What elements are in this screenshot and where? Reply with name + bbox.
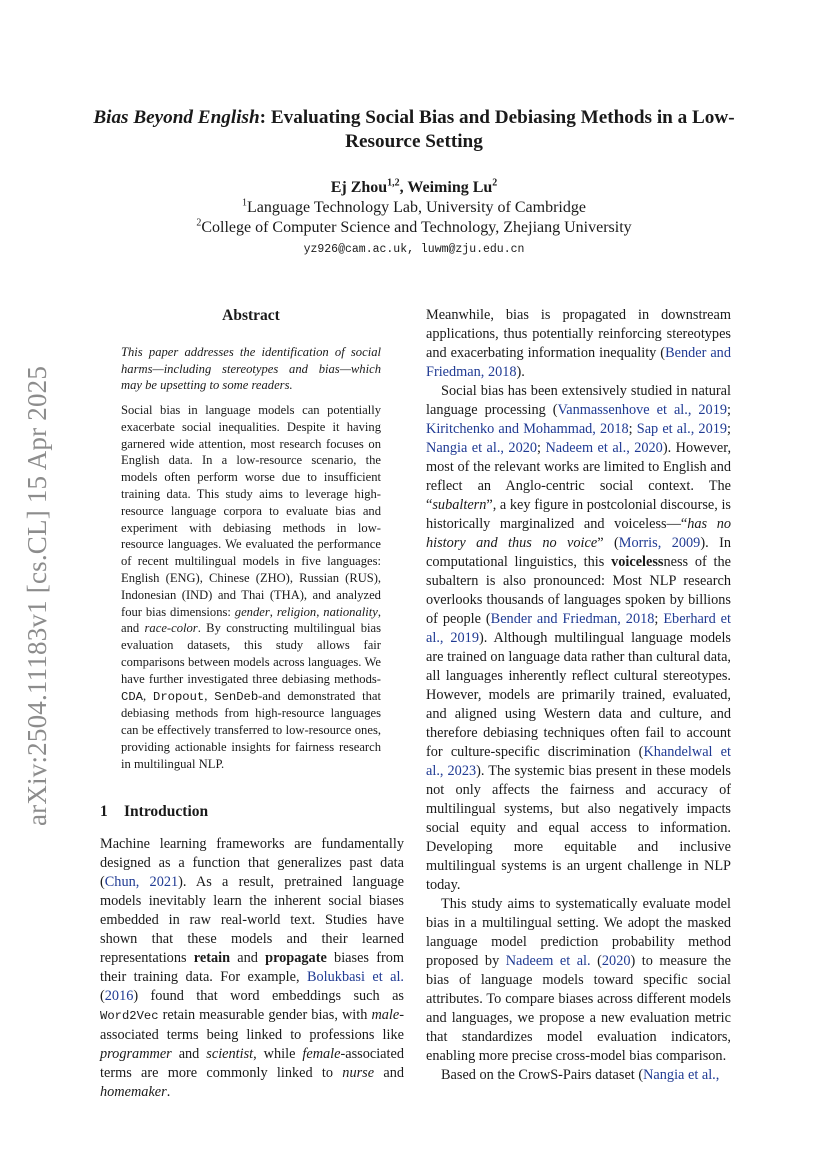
abstract-span: , xyxy=(316,604,324,619)
body-span: and xyxy=(230,950,266,966)
body-span: -associated terms are more commonly linked to xyxy=(100,1046,404,1081)
citation-link[interactable]: Morris, 2009 xyxy=(618,535,701,551)
abstract-span: ), Russian ( xyxy=(285,570,350,585)
body-span: and xyxy=(171,1046,207,1062)
abstract-span: ), Chinese ( xyxy=(195,570,260,585)
abstract-span: , and xyxy=(121,604,381,636)
body-span: ). Although multilingual language models are trained on language data rather than cultural data, all languages inherently reflect cultural stereotypes. However, models are primarily trained, evaluated, and aligned using Western data and culture, and therefore debiasing techniques often fail to account for culture-specific discrimination ( xyxy=(426,630,731,760)
body-span: ) found that word embeddings such as xyxy=(133,988,404,1004)
citation-link[interactable]: 2016 xyxy=(104,988,134,1004)
author-2: Weiming Lu xyxy=(407,179,493,196)
citation-link[interactable]: Sap et al., 2019 xyxy=(636,421,728,437)
emphasis-subaltern: subaltern xyxy=(432,497,487,513)
bias-dim-nationality: nationality xyxy=(323,604,378,619)
affiliation-2-mark: 2 xyxy=(196,217,202,229)
abstract-span: . By constructing multilingual bias evaluation datasets, this study allows fair comparisons between models across languages. We have further investigated three debiasing methods- xyxy=(121,621,381,686)
emphasis-quote: has no history and thus no voice xyxy=(426,516,732,551)
paragraph-study-aim xyxy=(426,895,731,1066)
body-span: Social bias has been extensively studied in natural language processing ( xyxy=(426,383,731,418)
content-warning: This paper addresses the identification of social harms—including stereotypes and bias—which may be upsetting to some readers. xyxy=(121,345,381,393)
body-span: biases from their training data. For example, xyxy=(100,950,404,985)
citation-link[interactable]: Chun, 2021 xyxy=(104,874,179,890)
code-word2vec: Word2Vec xyxy=(100,1009,159,1023)
body-span: ; xyxy=(537,440,546,456)
body-span: ) to measure the bias of language models toward specific social attributes. To compare biases across different models and languages, we propose a new evaluation metric that standardizes model evaluation indicators, enabling more precise cross-model bias comparison. xyxy=(426,953,731,1064)
abstract-span: , xyxy=(142,688,153,703)
author-1-affil: 1,2 xyxy=(387,177,400,189)
bias-dim-race-color: race-color xyxy=(144,621,198,636)
author-1: Ej Zhou xyxy=(330,179,388,196)
body-span: ; xyxy=(727,421,731,437)
body-span: , while xyxy=(253,1046,303,1062)
body-span: ). However, most of the relevant works are limited to English and reflect an Anglo-centric social context. The “ xyxy=(426,440,732,513)
body-span: . xyxy=(166,1084,171,1100)
affiliation-1-text: Language Technology Lab, University of Cambridge xyxy=(247,199,586,216)
body-span: Machine learning frameworks are fundamentally designed as a function that generalizes past data ( xyxy=(100,836,404,890)
body-span: and xyxy=(374,1065,405,1081)
emphasis-female: female xyxy=(302,1046,341,1062)
section-heading-introduction xyxy=(100,802,402,822)
paragraph-crows-pairs xyxy=(426,1066,731,1085)
affiliation-1-mark: 1 xyxy=(242,197,248,209)
body-span: ness of the subaltern is also pronounced: Most NLP research overlooks thousands of languages spoken by billions of people ( xyxy=(426,554,731,627)
affiliation-1 xyxy=(80,198,748,218)
bias-dim-gender: gender xyxy=(234,604,270,619)
body-span: ). The systemic bias present in these models not only affects the fairness and accuracy of multilingual systems, but also negatively impacts social equity and equal access to information. Developing more equitable and inclusive multilingual systems is an urgent challenge in NLP today. xyxy=(426,763,731,893)
lang-code-tha: THA xyxy=(274,587,300,602)
method-cda: CDA xyxy=(121,689,143,704)
body-span: -associated terms being linked to professions like xyxy=(100,1007,404,1043)
method-dropout: Dropout xyxy=(153,689,205,704)
citation-link[interactable]: Vanmassenhove et al., 2019 xyxy=(557,402,728,418)
emphasis-voiceless: voiceless xyxy=(611,554,664,570)
citation-link[interactable]: Nadeem et al. xyxy=(505,953,591,969)
paragraph-related-work xyxy=(426,382,731,895)
citation-link[interactable]: Bolukbasi et al. xyxy=(306,969,405,985)
body-span: Meanwhile, bias is propagated in downstream applications, thus potentially reinforcing stereotypes and exacerbating information inequality ( xyxy=(426,307,731,361)
body-span: ( xyxy=(100,988,105,1004)
abstract-span: -and demonstrated that debiasing methods from high-resource languages can be effectively transferred to low-resource ones, providing actionable insights for fairness research in multilingual NLP. xyxy=(121,688,382,771)
emphasis-propagate: propagate xyxy=(265,950,327,966)
emphasis-nurse: nurse xyxy=(342,1065,375,1081)
body-span: ). As a result, pretrained language models inevitably learn the inherent social biases embedded in raw real-world text. Studies have shown that these models and their learned representations xyxy=(100,874,404,966)
lang-code-ind: IND xyxy=(185,587,209,602)
body-span: ( xyxy=(590,953,602,969)
affiliation-2 xyxy=(80,218,748,238)
author-line xyxy=(80,178,748,198)
emphasis-male: male xyxy=(371,1007,400,1023)
lang-code-zho: ZHO xyxy=(259,570,286,585)
right-column xyxy=(426,306,731,1085)
bias-dim-religion: religion xyxy=(276,604,317,619)
introduction-paragraph xyxy=(100,835,404,1102)
emphasis-retain: retain xyxy=(193,950,231,966)
citation-link[interactable]: Eberhard et al., 2019 xyxy=(426,611,731,646)
body-span: ” ( xyxy=(597,535,619,551)
abstract-span: ), and analyzed four bias dimensions: xyxy=(121,587,381,619)
emphasis-programmer: programmer xyxy=(100,1046,172,1062)
citation-link[interactable]: Nangia et al., xyxy=(643,1067,720,1083)
citation-link[interactable]: Khandelwal et al., 2023 xyxy=(426,744,731,779)
title-rest: : Evaluating Social Bias and Debiasing Methods in a Low-Resource Setting xyxy=(259,107,735,152)
body-span: retain measurable gender bias, with xyxy=(158,1007,372,1023)
citation-link[interactable]: Kiritchenko and Mohammad, 2018 xyxy=(426,421,629,437)
abstract-span: ) and Thai ( xyxy=(208,587,275,602)
citation-link[interactable]: Nangia et al., 2020 xyxy=(426,440,538,456)
emphasis-homemaker: homemaker xyxy=(100,1084,167,1100)
lang-code-eng: ENG xyxy=(169,570,196,585)
method-sendeb: SenDeb xyxy=(214,689,259,704)
affiliation-2-text: College of Computer Science and Technology, Zhejiang University xyxy=(201,219,632,236)
paper-title xyxy=(80,106,748,154)
abstract-span: ), Indonesian ( xyxy=(121,570,382,602)
body-span: ; xyxy=(628,421,637,437)
author-2-affil: 2 xyxy=(492,177,498,189)
author-separator: , xyxy=(399,179,408,196)
abstract-heading: Abstract xyxy=(222,307,280,324)
author-emails: yz926@cam.ac.uk, luwm@zju.edu.cn xyxy=(303,243,525,256)
paragraph-propagation xyxy=(426,306,731,382)
section-title: Introduction xyxy=(124,803,209,820)
citation-link[interactable]: Bender and Friedman, 2018 xyxy=(490,611,655,627)
arxiv-identifier: arXiv:2504.11183v1 [cs.CL] 15 Apr 2025 xyxy=(22,365,52,826)
body-span: ). xyxy=(516,364,525,380)
body-span: ; xyxy=(727,402,731,418)
abstract-span: , xyxy=(269,604,277,619)
body-span: This study aims to systematically evaluate model bias in a multilingual setting. We adopt the masked language model prediction probability method proposed by xyxy=(426,896,731,969)
body-span: ”, a key figure in postcolonial discourse, is historically marginalized and voiceless—“ xyxy=(426,497,731,532)
section-number: 1 xyxy=(100,803,108,820)
citation-link[interactable]: Nadeem et al., 2020 xyxy=(545,440,663,456)
emphasis-scientist: scientist xyxy=(206,1046,254,1062)
citation-link[interactable]: Bender and Friedman, 2018 xyxy=(426,345,731,380)
body-span: ). In computational linguistics, this xyxy=(426,535,731,570)
abstract-span: Social bias in language models can potentially exacerbate social inequalities. Despite it having garnered wide attention, most research focuses on English data. In a low-resource scenario, the models often perform worse due to insufficient training data. This study aims to leverage high-resource language corpora to evaluate bias and experiment with debiasing methods in low-resource languages. We evaluated the performance of recent multilingual models in five languages: English ( xyxy=(121,403,381,585)
body-span: Based on the CrowS-Pairs dataset ( xyxy=(441,1067,644,1083)
body-span: ; xyxy=(654,611,664,627)
lang-code-rus: RUS xyxy=(349,570,374,585)
citation-link[interactable]: 2020 xyxy=(601,953,631,969)
title-italic: Bias Beyond English xyxy=(93,107,260,128)
abstract-span: , xyxy=(204,688,215,703)
abstract-text xyxy=(121,402,381,773)
